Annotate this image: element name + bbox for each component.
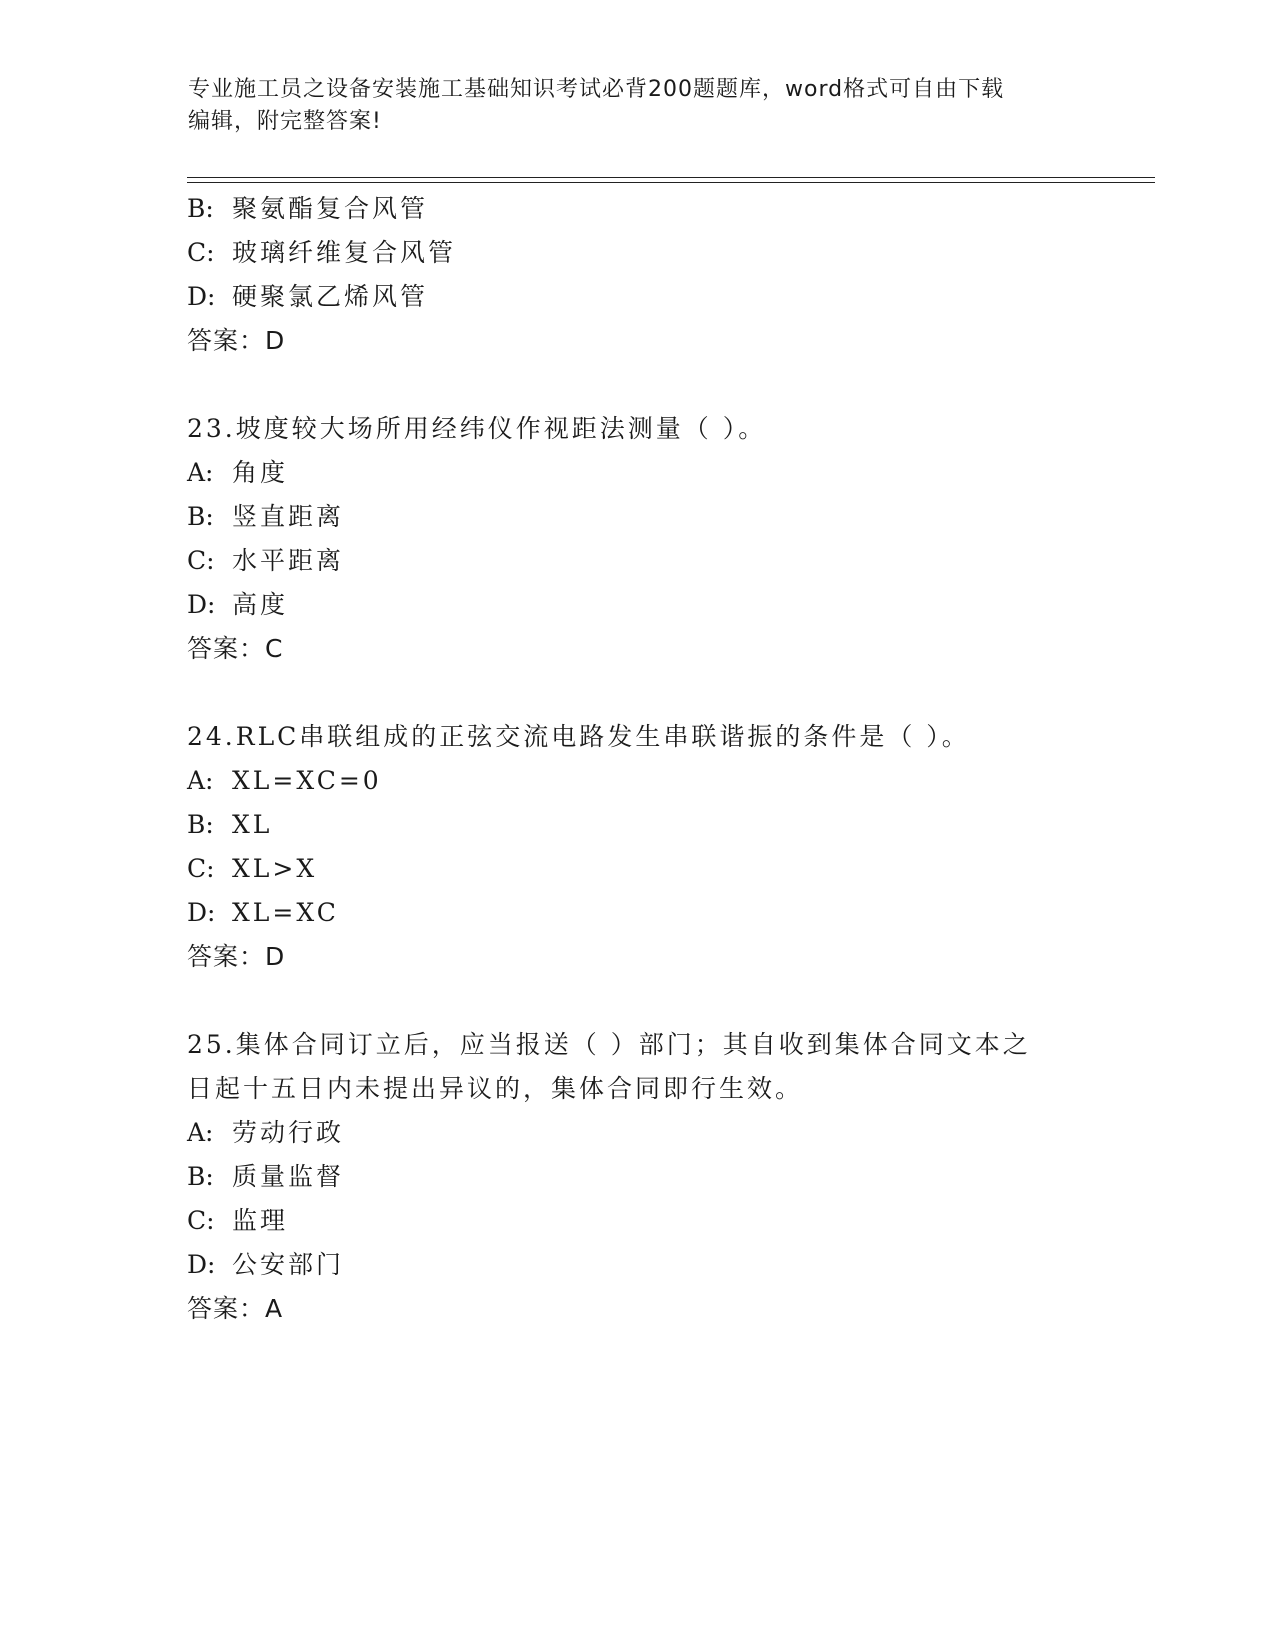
option-label: B: [187, 810, 214, 839]
q25-stem-line-1: 25.集体合同订立后，应当报送（ ）部门；其自收到集体合同文本之 [187, 1030, 1031, 1059]
header-title-line-2: 编辑，附完整答案! [188, 109, 382, 134]
q25-option-d [187, 1248, 344, 1282]
q25-stem-line-2: 日起十五日内未提出异议的，集体合同即行生效。 [187, 1074, 804, 1103]
q25-option-a [187, 1116, 344, 1150]
q22-option-d [187, 280, 428, 314]
option-text: 聚氨酯复合风管 [232, 194, 429, 223]
option-label: D: [187, 1250, 216, 1279]
q24-option-d [187, 896, 339, 930]
option-text: XL=XC [232, 898, 339, 927]
q23-option-b [187, 500, 344, 534]
q23-option-d [187, 588, 288, 622]
option-label: C: [187, 238, 215, 267]
option-text: 水平距离 [232, 546, 345, 575]
q24-option-b [187, 808, 272, 842]
option-label: B: [187, 194, 214, 223]
header-divider-top [187, 177, 1155, 178]
option-text: XL>X [232, 854, 318, 883]
q25-option-b [187, 1160, 344, 1194]
option-label: B: [187, 1162, 214, 1191]
q24-option-a [187, 764, 382, 798]
q25-option-c [187, 1204, 288, 1238]
q24-stem: 24.RLC串联组成的正弦交流电路发生串联谐振的条件是（ ）。 [187, 722, 970, 751]
q23-option-c [187, 544, 344, 578]
option-text: 高度 [232, 590, 289, 619]
q22-answer: 答案：D [187, 326, 286, 355]
option-label: A: [187, 1118, 214, 1147]
option-label: D: [187, 590, 216, 619]
option-text: 公安部门 [232, 1250, 345, 1279]
option-text: 劳动行政 [232, 1118, 345, 1147]
option-text: 监理 [232, 1206, 289, 1235]
option-text: 玻璃纤维复合风管 [232, 238, 457, 267]
option-text: 质量监督 [232, 1162, 345, 1191]
option-label: C: [187, 1206, 215, 1235]
option-text: 竖直距离 [232, 502, 345, 531]
option-text: 角度 [232, 458, 289, 487]
q25-answer: 答案：A [187, 1294, 284, 1323]
document-header [188, 74, 1068, 138]
header-divider-bottom [187, 182, 1155, 183]
q23-answer: 答案：C [187, 634, 284, 663]
option-text: XL [232, 810, 273, 839]
header-title-line-1: 专业施工员之设备安装施工基础知识考试必背200题题库，word格式可自由下载 [188, 77, 1005, 102]
option-label: C: [187, 546, 215, 575]
option-label: B: [187, 502, 214, 531]
q24-answer: 答案：D [187, 942, 286, 971]
q23-stem: 23.坡度较大场所用经纬仪作视距法测量（ ）。 [187, 414, 767, 443]
q22-option-b [187, 192, 428, 226]
option-text: XL=XC=0 [232, 766, 382, 795]
q23-option-a [187, 456, 288, 490]
option-label: A: [187, 766, 214, 795]
option-label: A: [187, 458, 214, 487]
q22-option-c [187, 236, 456, 270]
option-label: D: [187, 898, 216, 927]
option-label: C: [187, 854, 215, 883]
q24-option-c [187, 852, 317, 886]
option-text: 硬聚氯乙烯风管 [232, 282, 429, 311]
option-label: D: [187, 282, 216, 311]
